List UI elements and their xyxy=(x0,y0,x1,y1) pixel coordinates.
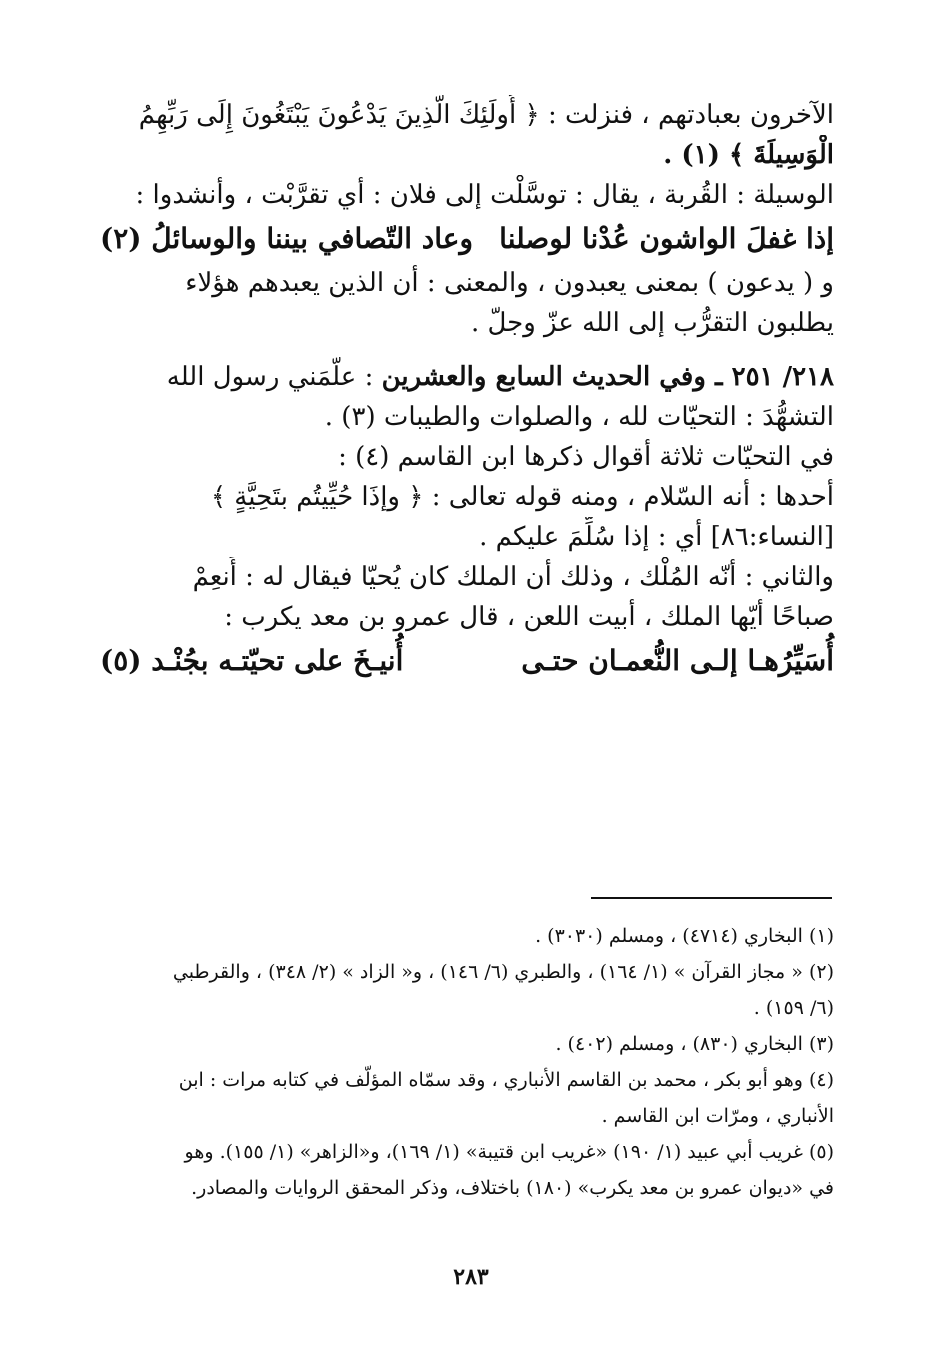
body-line: أحدها : أنه السّلام ، ومنه قوله تعالى : ﴿ وإذَا حُيِّيتُم بتَحِيَّةٍ ﴾ xyxy=(210,482,834,512)
body-line: الوسيلة : القُربة ، يقال : توسَّلْت إلى فلان : أي تقرَّبْت ، وأنشدوا : xyxy=(135,180,834,210)
section-heading: ٢١٨/ ٢٥١ ـ وفي الحديث السابع والعشرين xyxy=(381,362,834,392)
footnote-line: (١) البخاري (٤٧١٤) ، ومسلم (٣٠٣٠) . xyxy=(535,925,834,947)
body-line: يطلبون التقرُّب إلى الله عزّ وجلّ . xyxy=(470,308,834,338)
footnote-line: (٣) البخاري (٨٣٠) ، ومسلم (٤٠٢) . xyxy=(555,1033,834,1055)
body-line: [النساء:٨٦] أي : إذا سُلِّمَ عليكم . xyxy=(479,522,834,552)
verse-2 xyxy=(100,637,834,685)
footnote-line: الأنباري ، ومرّات ابن القاسم . xyxy=(601,1105,834,1127)
footnotes xyxy=(100,918,834,1206)
verse-2-left: أُنيـخَ على تحيّتـه بجُنْـد (٥) xyxy=(100,644,404,677)
footnote-divider xyxy=(591,897,832,899)
body-line: والثاني : أنّه المُلْك ، وذلك أن الملك كان يُحيّا فيقال له : أَنعِمْ xyxy=(192,562,834,592)
footnote-line: (٤) وهو أبو بكر ، محمد بن القاسم الأنباري ، وقد سمّاه المؤلّف في كتابه مرات : ابن xyxy=(178,1069,834,1091)
footnote-line: في «ديوان عمرو بن معد يكرب» (١٨٠) باختلاف، وذكر المحقق الروايات والمصادر. xyxy=(191,1177,834,1199)
body-line: الآخرون بعبادتهم ، فنزلت : ﴿ أُولَئِكَ الَّذِينَ يَدْعُونَ يَبْتَغُونَ إِلَى رَبِّهِمُ xyxy=(138,100,834,130)
verse-2-right: أُسَيِّرُهـا إلـى النُّعمـان حتـى xyxy=(521,644,834,677)
section-heading-line xyxy=(100,357,834,397)
verse-1-right: إذا غفلَ الواشون عُدْنا لوصلنا xyxy=(499,222,834,255)
main-text xyxy=(100,95,834,685)
verse-1-left: وعاد التّصافي بيننا والوسائلُ (٢) xyxy=(100,222,474,255)
page-number: ٢٨٣ xyxy=(453,1264,489,1290)
footnote-line: (٥) غريب أبي عبيد (١/ ١٩٠) «غريب ابن قتيبة» (١/ ١٦٩)، و«الزاهر» (١/ ١٥٥). وهو xyxy=(184,1141,834,1163)
footnote-line: (٢) « مجاز القرآن » (١/ ١٦٤) ، والطبري (٦/ ١٤٦) ، و« الزاد » (٢/ ٣٤٨) ، والقرطبي xyxy=(172,961,834,983)
section-heading-rest: : علَّمَني رسول الله xyxy=(166,362,382,392)
body-line: و ( يدعون ) بمعنى يعبدون ، والمعنى : أن الذين يعبدهم هؤلاء xyxy=(185,268,834,298)
body-line: الْوَسِيلَةَ ﴾ (١) . xyxy=(663,140,834,170)
footnote-line: (٦/ ١٥٩) . xyxy=(753,997,834,1019)
verse-1 xyxy=(100,215,834,263)
body-line: صباحًا أيّها الملك ، أبيت اللعن ، قال عمرو بن معد يكرب : xyxy=(224,602,834,632)
body-line: التشهُّدَ : التحيّات لله ، والصلوات والطيبات (٣) . xyxy=(324,402,834,432)
body-line: في التحيّات ثلاثة أقوال ذكرها ابن القاسم (٤) : xyxy=(338,442,834,472)
